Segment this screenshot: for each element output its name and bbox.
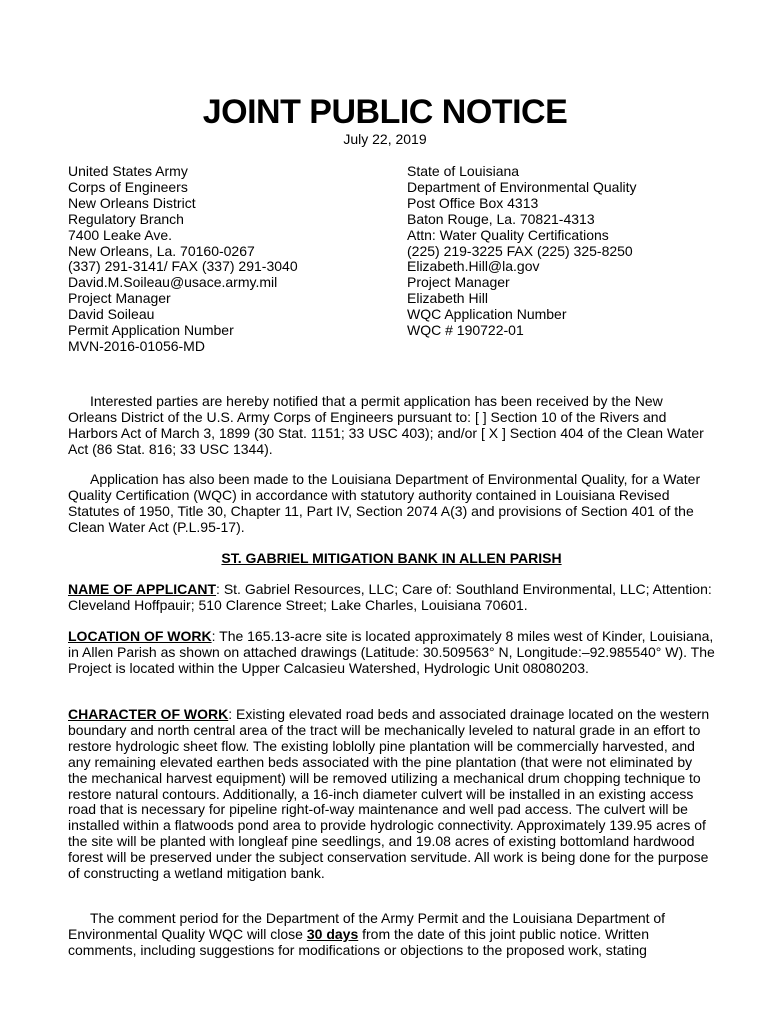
address-line: New Orleans, La. 70160-0267 — [68, 242, 255, 259]
address-line: Attn: Water Quality Certifications — [407, 226, 609, 243]
project-manager-name: Elizabeth Hill — [407, 290, 488, 307]
project-manager-name: David Soileau — [68, 306, 155, 323]
notice-title: JOINT PUBLIC NOTICE — [202, 93, 568, 131]
address-line: Corps of Engineers — [68, 178, 188, 195]
email-line: David.M.Soileau@usace.army.mil — [68, 274, 278, 291]
phone-fax-line: (225) 219-3225 FAX (225) 325-8250 — [407, 242, 633, 259]
applicant-text: : St. Gabriel Resources, LLC; Care of: Southland Environmental, LLC; Attention: Cleveland Hoffpauir; 510 Clarence Street; Lake Charles, Louisiana 70601. — [68, 581, 712, 613]
location-text: : The 165.13-acre site is located approximately 8 miles west of Kinder, Louisiana, in Allen Parish as shown on attached drawings (Latitude: 30.509563° N, Longitude:–92.985540° W). The Project is located within the Upper Calcasieu Watershed, Hydrologic Unit 08080203. — [68, 628, 715, 676]
character-paragraph — [68, 707, 715, 882]
address-line: United States Army — [68, 163, 188, 179]
notice-date: July 22, 2019 — [343, 131, 427, 147]
comment-paragraph — [68, 911, 715, 959]
address-line: WQC Application Number — [407, 306, 567, 323]
address-line: Project Manager — [407, 274, 510, 291]
intro-paragraph: Interested parties are hereby notified that a permit application has been received by the New Orleans District of the U.S. Army Corps of Engineers pursuant to: [ ] Section 10 of the Rivers and Harbors Act of March 3, 1899 (30 Stat. 1151; 33 USC 403); and/or [ X ] Section 404 of the Clean Water Act (86 Stat. 816; 33 USC 1344). — [68, 393, 704, 457]
address-line: State of Louisiana — [407, 163, 520, 179]
ldeq-address-block — [407, 164, 637, 339]
comment-text-start: The comment period for the Department of the Army Permit and the Louisiana Department of Environmental Quality WQC will close — [68, 910, 666, 942]
address-line: New Orleans District — [68, 194, 196, 211]
usace-address-block — [68, 164, 298, 355]
wqc-paragraph: Application has also been made to the Louisiana Department of Environmental Quality, for a Water Quality Certification (WQC) in accordance with statutory authority contained in Louisiana Revised Statutes of 1950, Title 30, Chapter 11, Part IV, Section 2074 A(3) and provisions of Section 401 of the Clean Water Act (P.L.95-17). — [68, 471, 701, 535]
location-paragraph — [68, 629, 715, 677]
address-line: Department of Environmental Quality — [407, 178, 637, 195]
permit-number: MVN-2016-01056-MD — [68, 337, 205, 354]
wqc-number: WQC # 190722-01 — [407, 322, 524, 339]
address-line: Permit Application Number — [68, 322, 234, 339]
character-label: CHARACTER OF WORK — [68, 706, 229, 722]
comment-text-end: from the date of this joint public notice. Written comments, including suggestions for modifications or objections to the proposed work, stating — [68, 925, 650, 958]
applicant-label: NAME OF APPLICANT — [68, 581, 217, 597]
address-line: Baton Rouge, La. 70821-4313 — [407, 210, 595, 227]
comment-period-days: 30 days — [306, 925, 359, 942]
character-text: : Existing elevated road beds and associated drainage located on the western boundary and north central area of the tract will be mechanically leveled to natural grade in an effort to restore hydrologic sheet flow. The existing loblolly pine plantation will be commercially harvested, and any remaining elevated earthen beds associated with the pine plantation (that were not eliminated by the mechanical harvest equipment) will be removed utilizing a mechanical drum chopping technique to restore natural contours. Additionally, a 16-inch diameter culvert will be installed in an existing access road that is necessary for pipeline right-of-way maintenance and well pad access. The culvert will be installed within a flatwoods pond area to provide hydrologic connectivity. Approximately 139.95 acres of the site will be planted with longleaf pine seedlings, and 19.08 acres of existing bottomland hardwood forest will be preserved under the subject conservation servitude. All work is being done for the purpose of constructing a wetland mitigation bank. — [68, 706, 710, 882]
address-line: Project Manager — [68, 290, 171, 307]
applicant-paragraph — [68, 582, 715, 614]
phone-fax-line: (337) 291-3141/ FAX (337) 291-3040 — [68, 258, 298, 275]
address-line: 7400 Leake Ave. — [68, 226, 173, 243]
location-label: LOCATION OF WORK — [68, 628, 212, 644]
address-line: Regulatory Branch — [68, 210, 184, 227]
address-line: Post Office Box 4313 — [407, 194, 539, 211]
project-heading: ST. GABRIEL MITIGATION BANK IN ALLEN PARISH — [221, 550, 562, 566]
email-line: Elizabeth.Hill@la.gov — [407, 258, 540, 275]
